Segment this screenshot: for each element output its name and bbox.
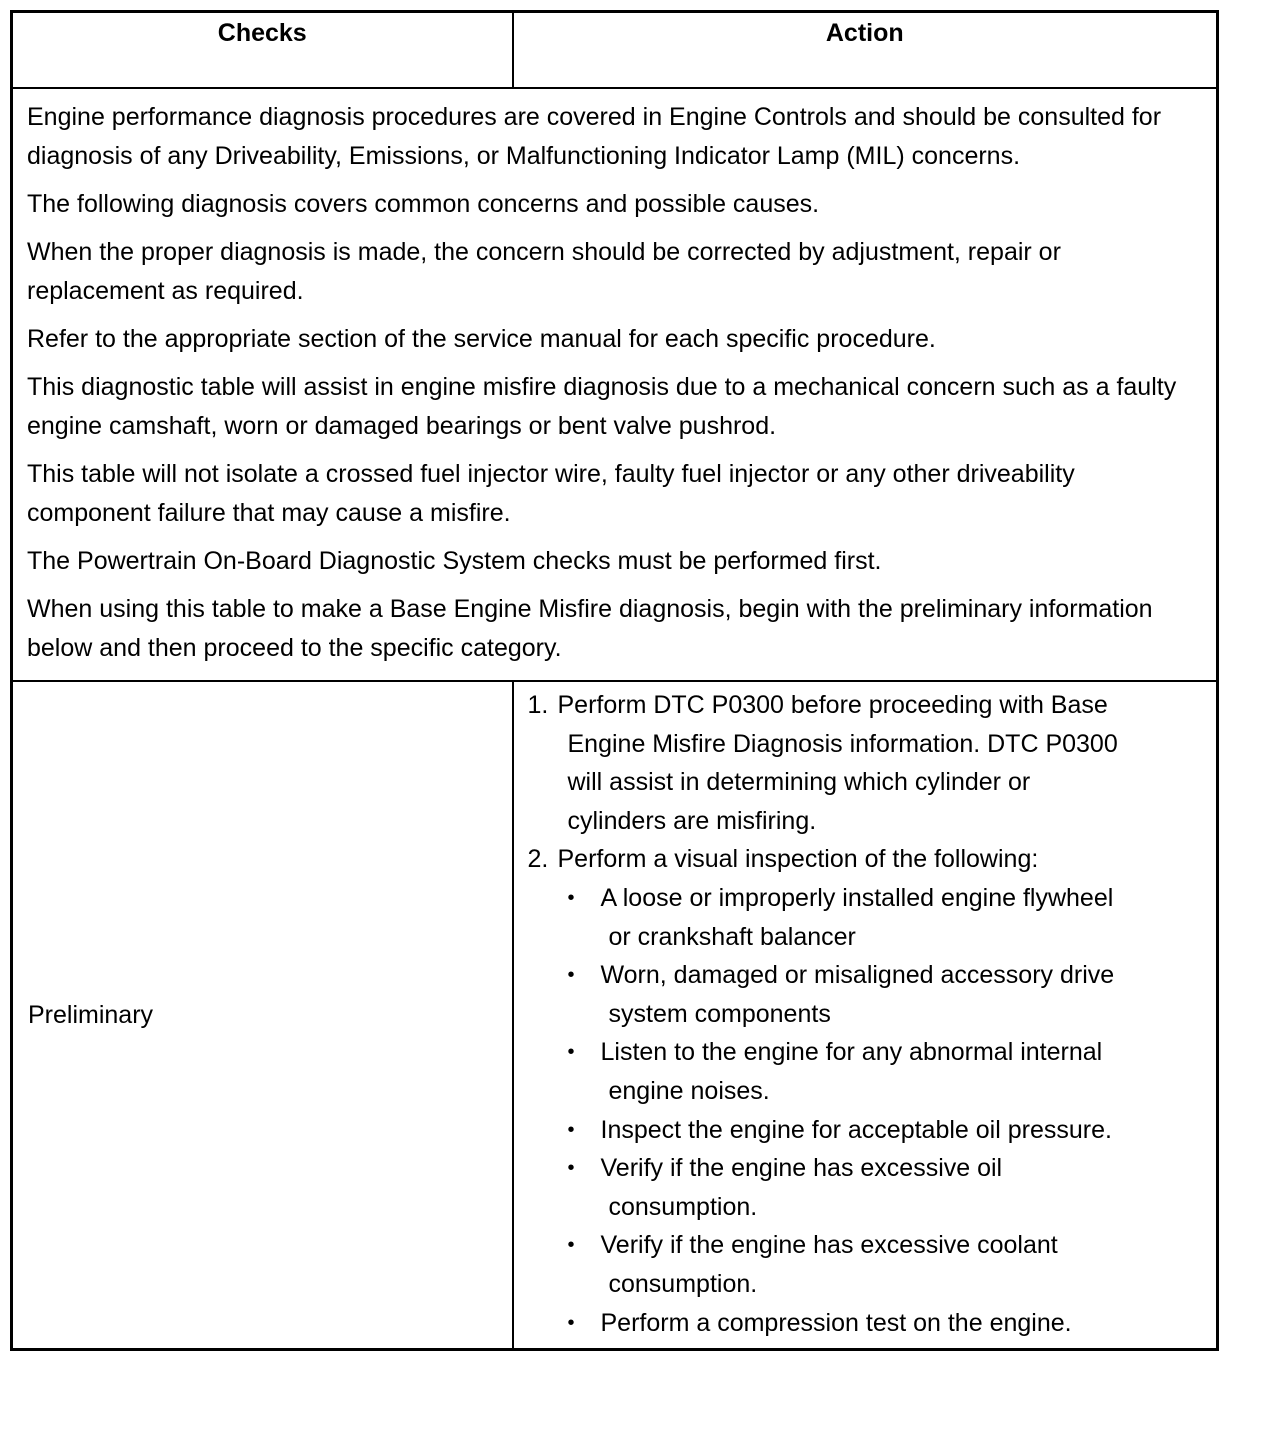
bullet-text	[601, 1033, 1207, 1110]
bullet-icon: •	[567, 1157, 575, 1180]
intro-row	[12, 88, 1218, 681]
step-line: will assist in determining which cylinder or	[567, 768, 1031, 797]
bullet-line: Perform a compression test on the engine.	[600, 1308, 1072, 1337]
bullet-item	[568, 1033, 1207, 1110]
step-line: cylinders are misfiring.	[567, 806, 817, 835]
bullet-text	[601, 956, 1207, 1033]
bullet-icon: •	[567, 1234, 575, 1257]
intro-paragraph: Refer to the appropriate section of the service manual for each specific procedure.	[27, 325, 936, 353]
intro-paragraph: Engine performance diagnosis procedures are covered in Engine Controls and should be consulted for diagnosis of any Driveability, Emissions, or Malfunctioning Indicator Lamp (MIL) concerns.	[27, 103, 1162, 170]
bullet-line: A loose or improperly installed engine flywheel	[600, 883, 1114, 912]
bullet-text	[601, 1304, 1207, 1343]
bullet-text	[601, 879, 1207, 956]
bullet-text	[601, 1149, 1207, 1226]
table-header-row	[12, 12, 1218, 89]
bullet-item	[568, 1149, 1207, 1226]
diagnostic-table	[10, 10, 1219, 1351]
step-text	[558, 686, 1207, 840]
preliminary-check-cell: Preliminary	[12, 681, 513, 1350]
bullet-line: Listen to the engine for any abnormal internal	[600, 1038, 1103, 1067]
intro-paragraph: When using this table to make a Base Engine Misfire diagnosis, begin with the preliminary information below and then proceed to the specific category.	[27, 595, 1153, 662]
bullet-line: Worn, damaged or misaligned accessory drive	[600, 961, 1115, 990]
step-item	[528, 686, 1207, 840]
step-line: Perform a visual inspection of the following:	[557, 845, 1039, 874]
intro-paragraph: The Powertrain On-Board Diagnostic System checks must be performed first.	[27, 547, 882, 575]
bullet-item	[568, 1304, 1207, 1343]
bullet-line: consumption.	[608, 1269, 758, 1298]
action-column-header: Action	[513, 12, 1218, 89]
bullet-line: engine noises.	[608, 1076, 770, 1105]
bullet-icon: •	[567, 964, 575, 987]
bullet-line: or crankshaft balancer	[608, 922, 856, 951]
bullet-item	[568, 1226, 1207, 1303]
bullet-item	[568, 956, 1207, 1033]
bullet-line: system components	[608, 999, 831, 1028]
inspection-bullet-list	[528, 879, 1207, 1342]
checks-column-header: Checks	[12, 12, 513, 89]
bullet-icon: •	[567, 1118, 575, 1141]
bullet-line: consumption.	[608, 1192, 758, 1221]
bullet-item	[568, 1111, 1207, 1150]
step-item	[528, 840, 1207, 879]
intro-paragraph: This table will not isolate a crossed fuel injector wire, faulty fuel injector or any other driveability component failure that may cause a misfire.	[27, 460, 1075, 527]
bullet-text	[601, 1111, 1207, 1150]
preliminary-action-cell	[513, 681, 1218, 1350]
intro-paragraph: When the proper diagnosis is made, the concern should be corrected by adjustment, repair or replacement as required.	[27, 238, 1061, 305]
intro-paragraph: The following diagnosis covers common concerns and possible causes.	[27, 190, 820, 218]
bullet-text	[601, 1226, 1207, 1303]
intro-paragraph: This diagnostic table will assist in engine misfire diagnosis due to a mechanical concern such as a faulty engine camshaft, worn or damaged bearings or bent valve pushrod.	[27, 373, 1177, 440]
bullet-line: Verify if the engine has excessive coolant	[600, 1231, 1058, 1260]
intro-cell	[12, 88, 1218, 681]
step-text	[558, 840, 1207, 879]
step-number: 2.	[527, 845, 549, 874]
step-number: 1.	[527, 691, 549, 719]
bullet-icon: •	[567, 1041, 575, 1064]
bullet-item	[568, 879, 1207, 956]
bullet-line: Inspect the engine for acceptable oil pressure.	[600, 1115, 1112, 1144]
step-line: Engine Misfire Diagnosis information. DTC P0300	[567, 729, 1118, 758]
preliminary-row	[12, 681, 1218, 1350]
step-line: Perform DTC P0300 before proceeding with Base	[557, 691, 1108, 719]
bullet-line: Verify if the engine has excessive oil	[600, 1154, 1003, 1183]
bullet-icon: •	[567, 1311, 575, 1334]
bullet-icon: •	[567, 886, 575, 909]
